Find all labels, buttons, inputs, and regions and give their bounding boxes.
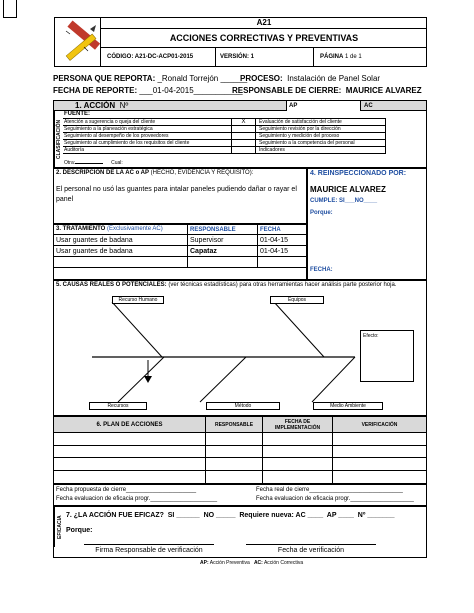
plan-cell [205, 458, 262, 471]
section3-title: 3. TRATAMIENTO (Exclusivamente AC) [56, 226, 163, 232]
section3-fecha-header: FECHA [257, 225, 306, 235]
fuente-item: Auditoría [63, 146, 231, 153]
plan-cell [54, 471, 205, 484]
version-label: VERSIÓN: 1 [216, 48, 314, 67]
plan-cell [54, 458, 205, 471]
eficacia-question: 7. ¿LA ACCIÓN FUE EFICAZ? SI ______ NO _____ Requiere nueva: AC ____ AP ____ Nº _______ [66, 512, 395, 519]
plan-cell [54, 446, 205, 459]
section4-title: 4. REINSPECCIONADO POR: [310, 170, 407, 177]
plan-cell [205, 446, 262, 459]
proceso: PROCESO: Instalación de Panel Solar [240, 74, 381, 83]
recursos-label: Recursos [89, 402, 147, 410]
fuente-item: Evaluación de satisfacción del cliente [256, 118, 386, 125]
form-code: A21 [101, 17, 427, 29]
clasificacion-label: CLASIFICACIÓN [54, 111, 63, 167]
section3-responsable-header: RESPONSABLE [187, 225, 257, 235]
reinspector-name: MAURICE ALVAREZ [310, 185, 386, 194]
plan-responsable-header: RESPONSABLE [205, 417, 262, 433]
fecha-real-cierre: Fecha real de cierre____________________________ [256, 487, 403, 493]
tratamiento-cell: Usar guantes de badana [54, 246, 187, 257]
fuente-item: Seguimiento a la competencia del personal [256, 139, 386, 146]
eficacia-label: EFICACIA [54, 507, 64, 547]
fuente-label: FUENTE: [64, 111, 90, 117]
section5-title: 5. CAUSAS REALES O POTENCIALES: (ver técnicas estadísticas) para otras herramientas hacer análisis parte posterior hoja. [56, 282, 397, 288]
fuente-item: Seguimiento revisión por la dirección [256, 125, 386, 132]
fuente-item: Seguimiento al desempeño de los proveedores [63, 132, 231, 139]
tratamiento-cell: Usar guantes de badana [54, 235, 187, 246]
eficacia-porque: Porque: [66, 527, 93, 534]
responsable-cierre: RESPONSABLE DE CIERRE: MAURICE ALVAREZ [232, 86, 422, 95]
equipos-label: Equipos [270, 296, 324, 304]
efecto-box: Efecto: [360, 330, 414, 382]
responsable-cell: Capataz [187, 246, 257, 257]
plan-cell [262, 471, 332, 484]
otra-label: Otra: Cual: [64, 160, 123, 166]
section2-title: 2. DESCRIPCIÓN DE LA AC o AP (HECHO, EVIDENCIA Y REQUISITO): [56, 170, 254, 176]
accion-label: 1. ACCIÓN Nº [75, 101, 129, 110]
fuente-item: Seguimiento a la planeación estratégica [63, 125, 231, 132]
form-title: ACCIONES CORRECTIVAS Y PREVENTIVAS [101, 29, 427, 48]
plan-fecha-header: FECHA DE IMPLEMENTACIÓN [262, 417, 332, 433]
pagina-label: PÁGINA 1 de 1 [320, 54, 362, 60]
plan-cell [54, 433, 205, 446]
fecha-cell: 01-04-15 [257, 235, 306, 246]
plan-cell [205, 471, 262, 484]
plan-cell [332, 471, 426, 484]
metodo-label: Método [206, 402, 280, 410]
plan-cell [332, 458, 426, 471]
fecha-verif-line [246, 544, 376, 545]
persona-reporta: PERSONA QUE REPORTA: _Ronald Torrejón ______ [53, 74, 248, 83]
firma-responsable-label: Firma Responsable de verificación [95, 547, 203, 554]
recurso-humano-label: Recurso Humano [112, 296, 164, 304]
plan-acciones-header: 6. PLAN DE ACCIONES [96, 422, 163, 428]
plan-cell [262, 446, 332, 459]
footer-legend: AP: Acción Preventiva AC: Acción Correctiva [200, 560, 304, 566]
ac-cell: AC [364, 103, 373, 109]
medio-ambiente-label: Medio Ambiente [313, 402, 383, 410]
responsable-cell: Supervisor [187, 235, 257, 246]
plan-cell [332, 446, 426, 459]
codigo-label: CÓDIGO: A21-DC-ACP01-2015 [101, 48, 216, 67]
fuente-check-box: X [231, 118, 256, 125]
fecha-verificacion-label: Fecha de verificación [277, 547, 345, 554]
section2-text: El personal no usó las guantes para intalar paneles pudiendo dañar o rayar el panel [56, 186, 297, 203]
fuente-item: Seguimiento al cumplimiento de los requisitos del cliente [63, 139, 231, 146]
firma-line [84, 544, 214, 545]
fecha-reporte: FECHA DE REPORTE: ___01-04-2015___________ [53, 86, 243, 95]
plan-cell [262, 458, 332, 471]
fecha-propuesta-cierre: Fecha propuesta de cierre_____________________ [56, 487, 197, 493]
ap-cell: AP [286, 101, 361, 111]
plan-verificacion-header: VERIFICACIÓN [332, 417, 426, 433]
fuente-item: Atención a sugerencia o queja del cliente [63, 118, 231, 125]
fecha-cell: 01-04-15 [257, 246, 306, 257]
fuente-item: Seguimiento y medición del proceso [256, 132, 386, 139]
fecha-reinspeccion: FECHA: [310, 267, 333, 273]
plan-cell [205, 433, 262, 446]
porque-field: Porque: [310, 210, 333, 216]
fecha-eval-real: Fecha evaluacion de eficacia progr.___________________ [256, 496, 414, 502]
plan-cell [332, 433, 426, 446]
cumple-field: CUMPLE: SI___NO____ [310, 198, 378, 204]
fecha-eval-programada: Fecha evaluacion de eficacia progr.____________________ [56, 496, 218, 502]
fuente-item: Indicadores [256, 146, 386, 153]
plan-cell [262, 433, 332, 446]
